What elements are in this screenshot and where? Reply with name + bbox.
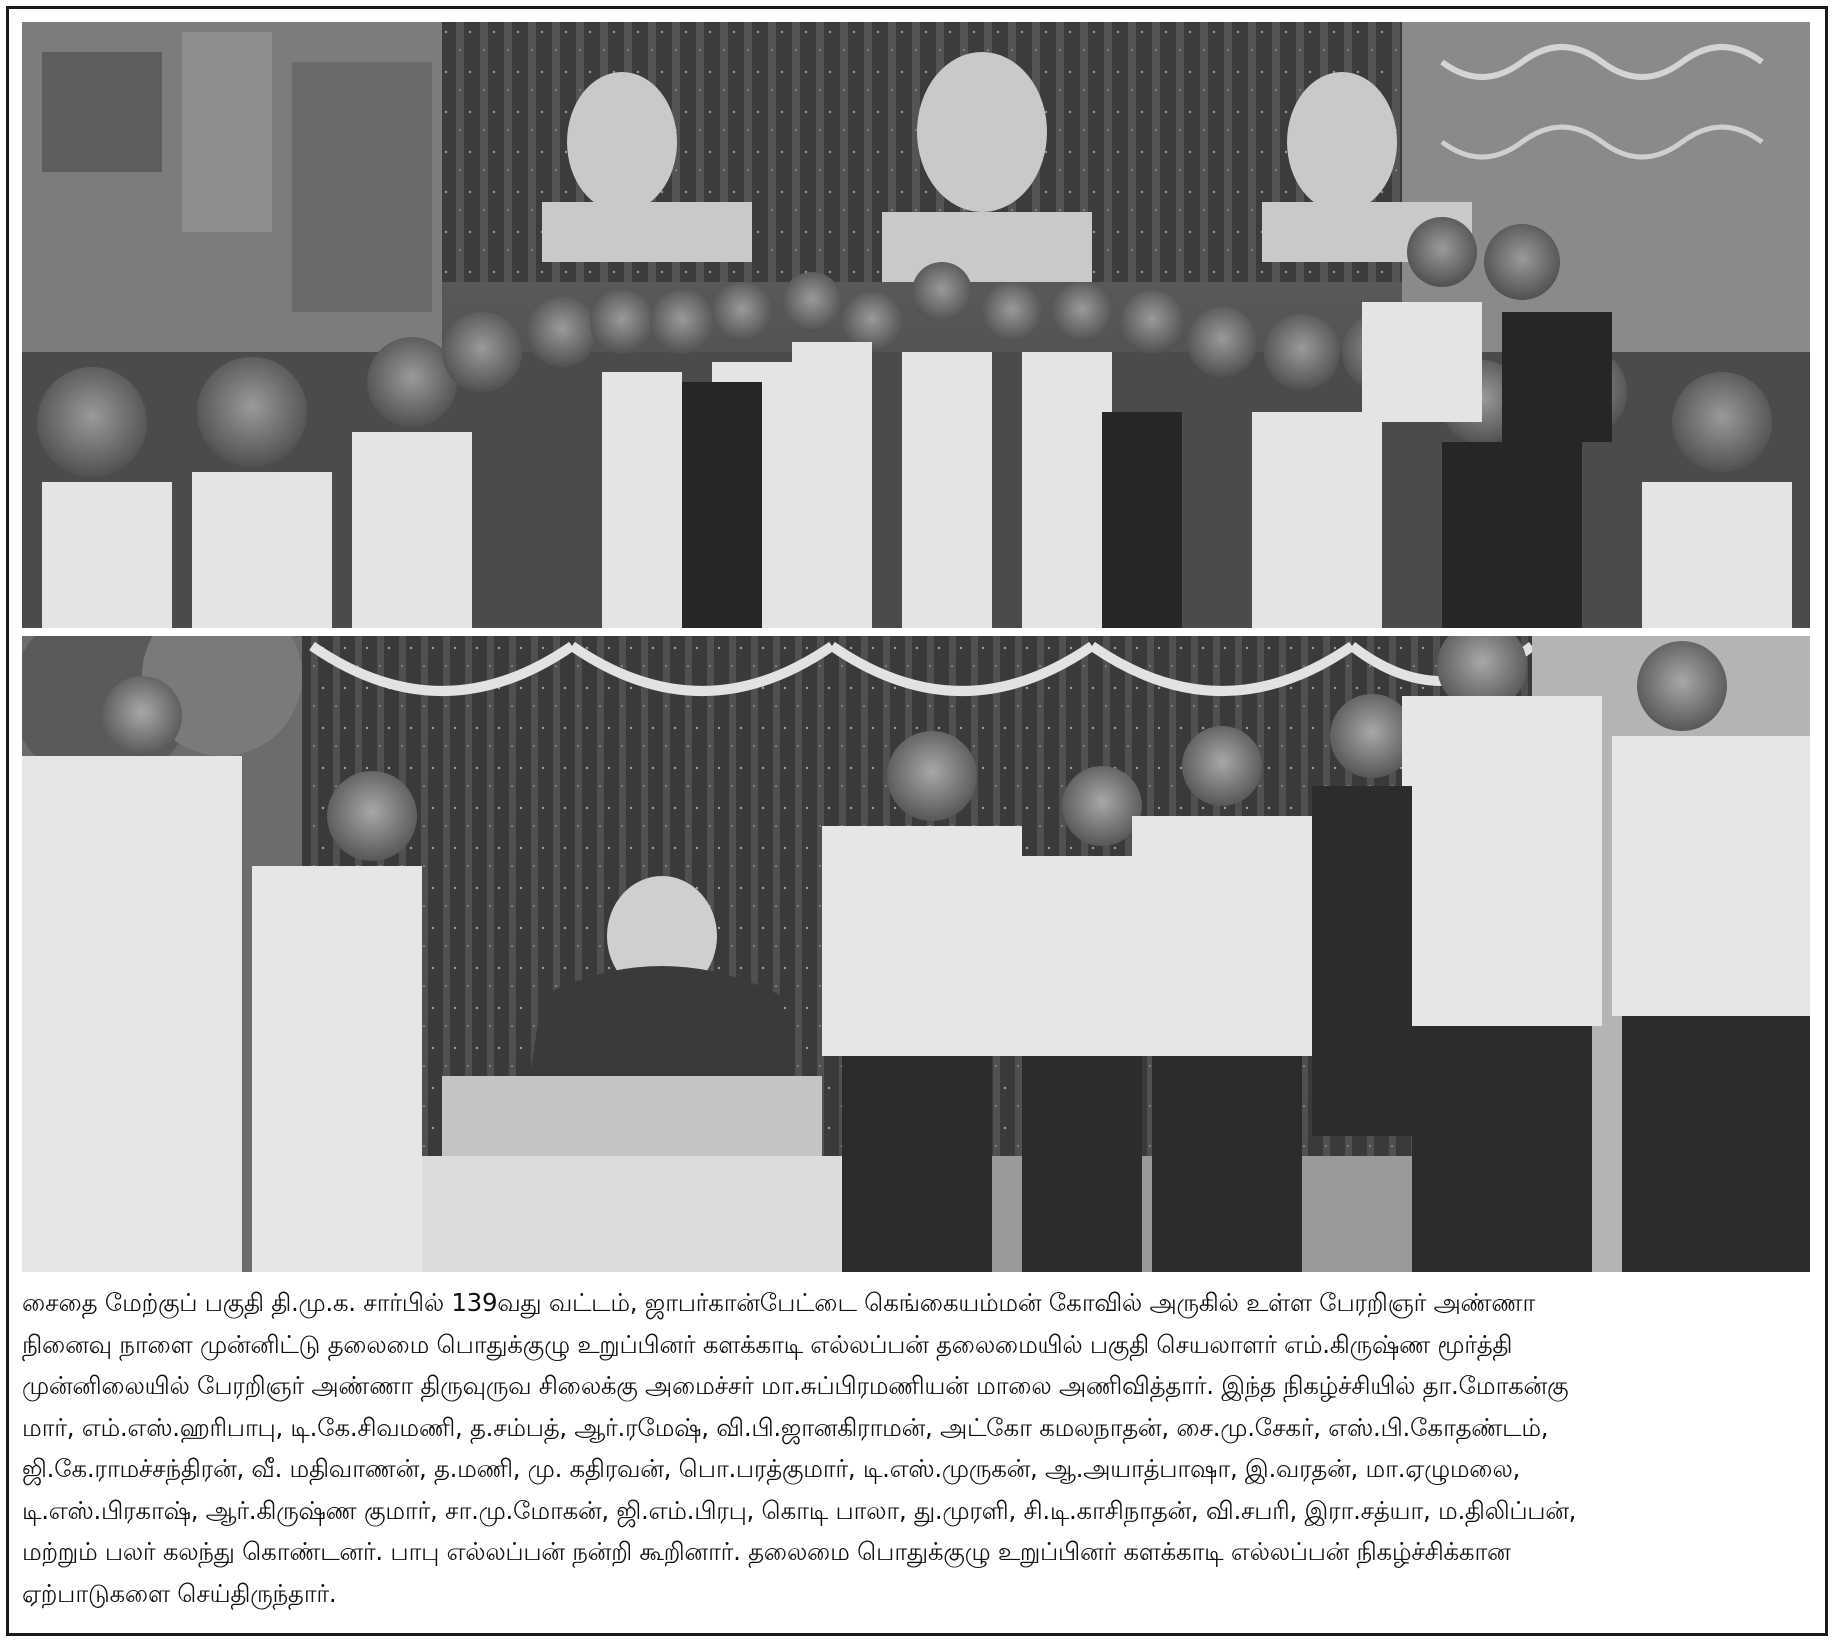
caption-line: மற்றும் பலர் கலந்து கொண்டனர். பாபு எல்லப்பன் நன்றி கூறினார். தலைமை பொதுக்குழு உறுப்பினர் களக்காடி எல்லப்பன் நிகழ்ச்சிக்கான [22,1537,1511,1566]
bottom-photo [22,636,1810,1272]
bottom-photo-image [22,636,1810,1272]
top-photo-image [22,22,1810,628]
caption-line: நினைவு நாளை முன்னிட்டு தலைமை பொதுக்குழு உறுப்பினர் களக்காடி எல்லப்பன் தலைமையில் பகுதி செயலாளர் எம்.கிருஷ்ண மூர்த்தி [22,1329,1513,1359]
article-caption [22,1282,1814,1614]
caption-line: டி.எஸ்.பிரகாஷ், ஆர்.கிருஷ்ண குமார், சா.மு.மோகன், ஜி.எம்.பிரபு, கொடி பாலா, து.முரளி, சி.டி.காசிநாதன், வி.சபரி, இரா.சத்யா, ம.திலிப்பன், [22,1495,1577,1525]
caption-line: ஜி.கே.ராமச்சந்திரன், வீ. மதிவாணன், த.மணி, மு. கதிரவன், பொ.பரத்குமார், டி.எஸ்.முருகன், ஆ.அயாத்பாஷா, இ.வரதன், மா.ஏழுமலை, [22,1454,1520,1483]
caption-line: ஏற்பாடுகளை செய்திருந்தார். [22,1578,337,1608]
caption-line: முன்னிலையில் பேரறிஞர் அண்ணா திருவுருவ சிலைக்கு அமைச்சர் மா.சுப்பிரமணியன் மாலை அணிவித்தார். இந்த நிகழ்ச்சியில் தா.மோகன்கு [22,1371,1569,1400]
top-photo [22,22,1810,628]
caption-line: சைதை மேற்குப் பகுதி தி.மு.க. சார்பில் 139வது வட்டம், ஜாபர்கான்பேட்டை கெங்கையம்மன் கோவில் அருகில் உள்ள பேரறிஞர் அண்ணா [22,1288,1536,1317]
caption-line: மார், எம்.எஸ்.ஹரிபாபு, டி.கே.சிவமணி, த.சம்பத், ஆர்.ரமேஷ், வி.பி.ஜானகிராமன், அட்கோ கமலநாதன், சை.மு.சேகர், எஸ்.பி.கோதண்டம், [22,1412,1549,1442]
